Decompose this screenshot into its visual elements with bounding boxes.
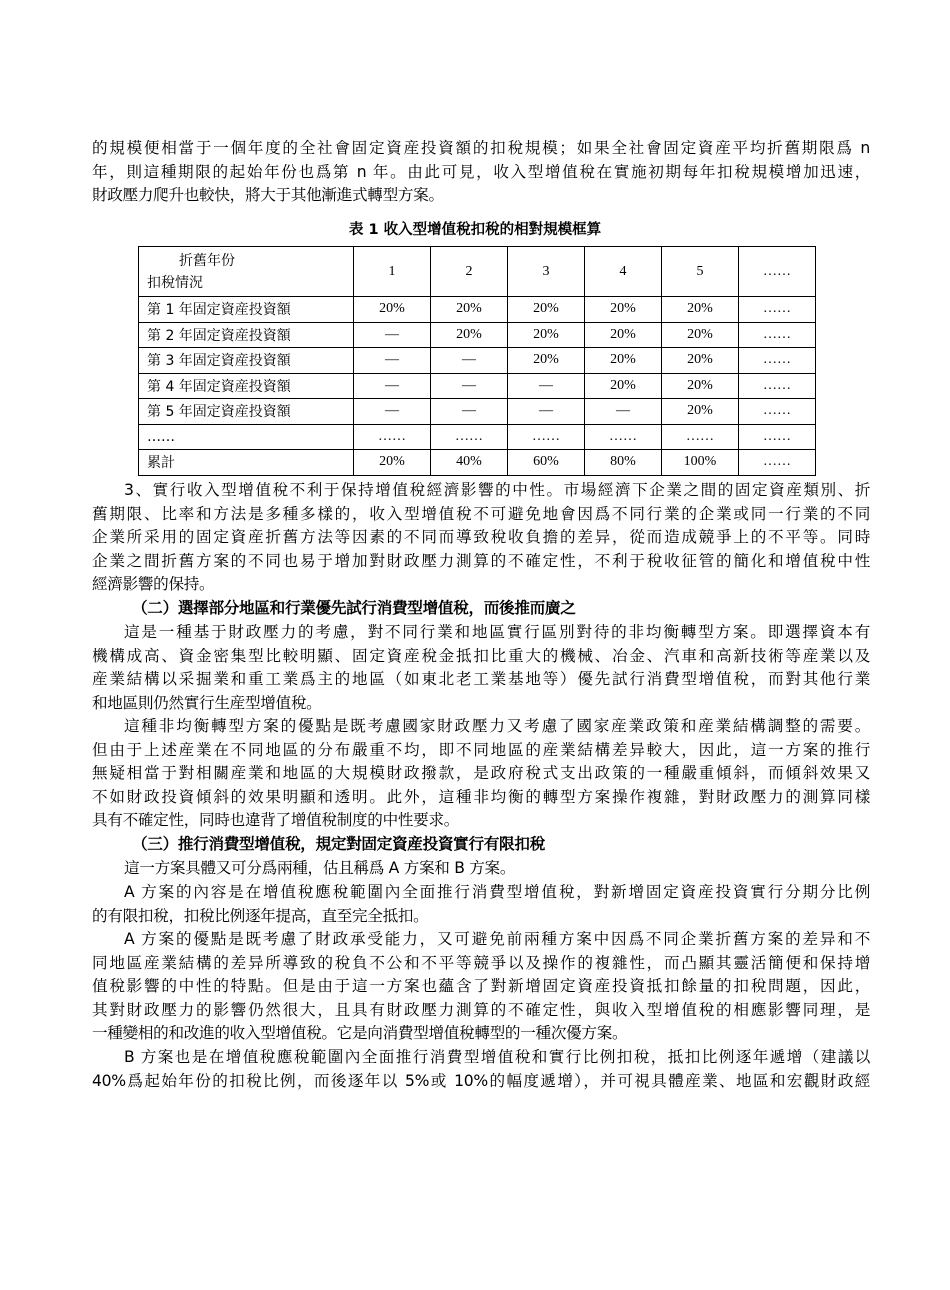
text-line: 具有不確定性，同時也違背了增值稅制度的中性要求。 (92, 811, 460, 830)
column-header: 2 (431, 247, 508, 297)
text-line: 但由于上述産業在不同地區的分布嚴重不均，即不同地區的産業結構差异較大，因此，這一方案的推行 (92, 740, 870, 759)
text-line: 舊期限、比率和方法是多種多樣的，收入型增值稅不可避免地會因爲不同行業的企業或同一行業的不同 (92, 504, 870, 523)
table-row (139, 399, 816, 425)
text-line: 財政壓力爬升也較快，將大于其他漸進式轉型方案。 (92, 186, 444, 205)
table-cell: …… (508, 424, 585, 450)
table-cell: …… (585, 424, 662, 450)
header-bottom-label: 扣稅情況 (147, 274, 203, 291)
row-label: 第 2 年固定資産投資額 (139, 322, 354, 348)
table-cell: — (431, 373, 508, 399)
table-header-row (139, 247, 816, 297)
text-line: 的規模便相當于一個年度的全社會固定資産投資額的扣稅規模；如果全社會固定資産平均折舊期限爲 n (92, 139, 870, 157)
text-line: 一種變相的和改進的收入型增值稅。它是向消費型增值稅轉型的一種次優方案。 (92, 1024, 628, 1043)
table-row (139, 297, 816, 323)
table-cell: 20% (662, 399, 739, 425)
text-line: 企業之間折舊方案的不同也易于增加對財政壓力測算的不確定性，不利于稅收征管的簡化和增值稅中性 (92, 551, 870, 570)
table-cell: 100% (662, 450, 739, 476)
text-line: B 方案也是在增值稅應稅範圍內全面推行消費型增值稅和實行比例扣稅，抵扣比例逐年遞增（建議以 (124, 1048, 870, 1066)
table-cell: …… (662, 424, 739, 450)
paragraph (92, 928, 870, 1046)
section-heading (92, 597, 870, 621)
text-line: 經濟影響的保持。 (92, 575, 215, 594)
row-label: …… (139, 424, 354, 450)
row-label: 第 4 年固定資産投資額 (139, 373, 354, 399)
paragraph (92, 479, 870, 597)
table-cell: 20% (585, 322, 662, 348)
table-cell: 20% (662, 297, 739, 323)
text-line: 這是一種基于財政壓力的考慮，對不同行業和地區實行區別對待的非均衡轉型方案。即選擇資本有 (124, 623, 870, 641)
text-line: 機構成高、資金密集型比較明顯、固定資産稅金抵扣比重大的機械、冶金、汽車和高新技術等産業以及 (92, 646, 870, 665)
paragraph (92, 1046, 870, 1093)
text-line: 的有限扣稅，扣稅比例逐年提高，直至完全抵扣。 (92, 906, 429, 925)
table-cell: …… (739, 424, 816, 450)
text-line: A 方案的內容是在增值稅應稅範圍內全面推行消費型增值稅，對新增固定資産投資實行分期分比例 (124, 883, 870, 901)
column-header: 3 (508, 247, 585, 297)
paragraph (92, 137, 870, 208)
header-top-label: 折舊年份 (179, 252, 235, 269)
section-heading (92, 833, 870, 857)
table-row (139, 424, 816, 450)
table-cell: 20% (662, 348, 739, 374)
text-line: 不如財政投資傾斜的效果明顯和透明。此外，這種非均衡的轉型方案操作複雜，對財政壓力的測算同樣 (92, 787, 870, 806)
table-row (139, 322, 816, 348)
table-cell: …… (739, 322, 816, 348)
text-line: 這一方案具體又可分爲兩種，估且稱爲 A 方案和 B 方案。 (124, 859, 516, 877)
table-cell: — (431, 399, 508, 425)
table-cell: 20% (662, 373, 739, 399)
paragraph (92, 857, 870, 881)
table-cell: — (585, 399, 662, 425)
heading-text: （三）推行消費型增值稅，規定對固定資産投資實行有限扣稅 (132, 835, 545, 853)
tax-scale-table (138, 246, 816, 476)
text-line: 值稅影響的中性的特點。但是由于這一方案也蘊含了對新增固定資産投資抵扣餘量的扣稅問題，因此， (92, 977, 870, 996)
table-cell: 20% (508, 297, 585, 323)
text-line: 年，則這種期限的起始年份也爲第 n 年。由此可見，收入型增值稅在實施初期每年扣稅規模增加迅速， (92, 162, 870, 181)
paragraph (92, 621, 870, 715)
table-cell: 60% (508, 450, 585, 476)
table-cell: — (354, 322, 431, 348)
table-cell: …… (739, 399, 816, 425)
row-label: 累計 (139, 450, 354, 476)
table-cell: 20% (508, 348, 585, 374)
row-label: 第 5 年固定資産投資額 (139, 399, 354, 425)
header-corner-cell (139, 247, 354, 297)
table-cell: — (508, 399, 585, 425)
table-cell: …… (739, 373, 816, 399)
table-cell: …… (739, 450, 816, 476)
table-cell: 20% (354, 297, 431, 323)
text-line: 40%爲起始年份的扣稅比例，而後逐年以 5%或 10%的幅度遞增），并可視具體産業、地區和宏觀財政經 (92, 1071, 870, 1090)
table-cell: 20% (431, 322, 508, 348)
heading-text: （二）選擇部分地區和行業優先試行消費型增值稅，而後推而廣之 (132, 599, 576, 617)
table-cell: …… (739, 348, 816, 374)
table-cell: …… (739, 297, 816, 323)
row-label: 第 1 年固定資産投資額 (139, 297, 354, 323)
table-cell: 80% (585, 450, 662, 476)
column-header: 5 (662, 247, 739, 297)
table-cell: 20% (354, 450, 431, 476)
column-header: 1 (354, 247, 431, 297)
text-line: A 方案的優點是既考慮了財政承受能力，又可避免前兩種方案中因爲不同企業折舊方案的差异和不 (124, 930, 870, 948)
table-row (139, 348, 816, 374)
table-cell: 20% (431, 297, 508, 323)
table-caption: 表 1 收入型增值稅扣稅的相對規模框算 (348, 222, 602, 238)
table-row (139, 450, 816, 476)
paragraph (92, 881, 870, 928)
table-cell: — (354, 373, 431, 399)
table-cell: 20% (585, 373, 662, 399)
table-cell: — (354, 348, 431, 374)
text-line: 産業結構以采掘業和重工業爲主的地區（如東北老工業基地等）優先試行消費型增值稅，而對其他行業 (92, 670, 870, 689)
table-cell: — (354, 399, 431, 425)
column-header: 4 (585, 247, 662, 297)
table-cell: 20% (585, 297, 662, 323)
text-line: 3、實行收入型增值稅不利于保持增值稅經濟影響的中性。市場經濟下企業之間的固定資産類別、折 (124, 481, 870, 499)
table-cell: — (431, 348, 508, 374)
text-line: 和地區則仍然實行生産型增值稅。 (92, 693, 322, 712)
row-label: 第 3 年固定資産投資額 (139, 348, 354, 374)
table-row (139, 373, 816, 399)
text-line: 無疑相當于對相關産業和地區的大規模財政撥款，是政府稅式支出政策的一種嚴重傾斜，而傾斜效果又 (92, 764, 870, 783)
table-cell: …… (354, 424, 431, 450)
table-cell: 40% (431, 450, 508, 476)
text-line: 其對財政壓力的影響仍然很大，且具有財政壓力測算的不確定性，與收入型增值稅的相應影響同理，是 (92, 1000, 870, 1019)
table-cell: — (508, 373, 585, 399)
table-cell: 20% (662, 322, 739, 348)
text-line: 這種非均衡轉型方案的優點是既考慮國家財政壓力又考慮了國家産業政策和産業結構調整的需要。 (124, 717, 870, 735)
table-cell: 20% (508, 322, 585, 348)
table-cell: 20% (585, 348, 662, 374)
table-cell: …… (431, 424, 508, 450)
column-header: …… (739, 247, 816, 297)
paragraph (92, 715, 870, 833)
text-line: 企業所采用的固定資産折舊方法等因素的不同而導致稅收負擔的差异，從而造成競爭上的不平等。同時 (92, 528, 870, 547)
text-line: 同地區産業結構的差异所導致的稅負不公和不平等競爭以及操作的複雜性，而凸顯其靈活簡便和保持增 (92, 953, 870, 972)
